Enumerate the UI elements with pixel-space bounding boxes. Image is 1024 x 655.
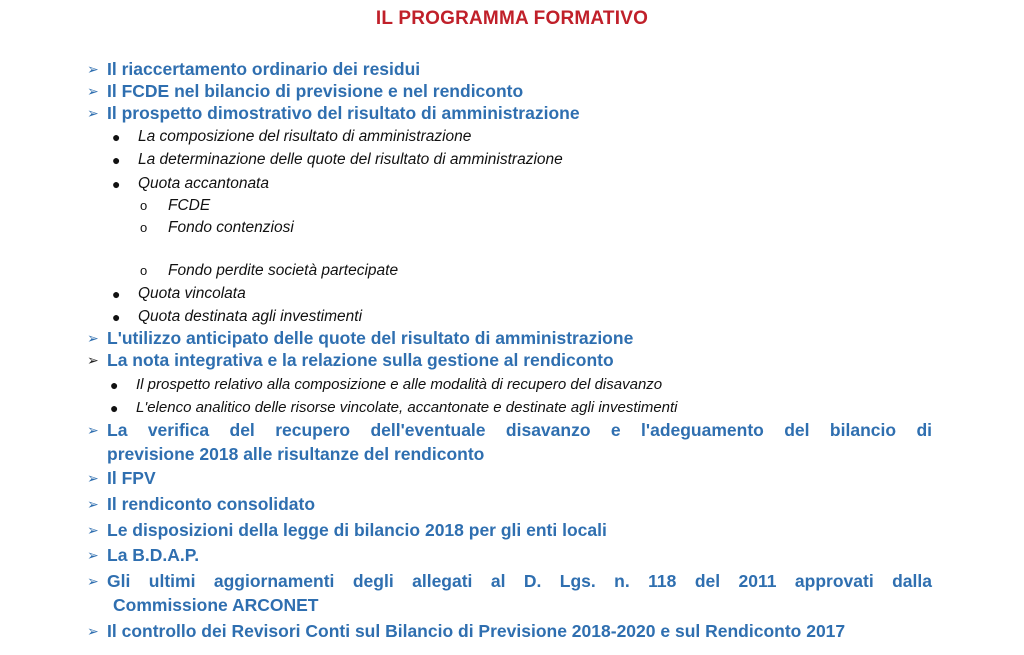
arrow-bullet-icon: ➢	[87, 496, 99, 512]
disc-bullet-icon: ●	[112, 286, 121, 302]
sub-sub-list-item: o FCDE	[168, 195, 210, 217]
list-item: ➢ Il controllo dei Revisori Conti sul Bilancio di Previsione 2018-2020 e sul Rendiconto 2017	[87, 621, 846, 641]
list-item: ➢ L'utilizzo anticipato delle quote del risultato di amministrazione	[87, 328, 634, 348]
circle-bullet-icon: o	[140, 263, 148, 278]
list-item: ➢ Il riaccertamento ordinario dei residui	[87, 59, 421, 79]
disc-bullet-icon: ●	[110, 400, 119, 416]
list-item: ➢ La verifica del recupero dell'eventuale disavanzo e l'adeguamento del bilancio di	[87, 420, 932, 440]
list-item: ➢ Il prospetto dimostrativo del risultato di amministrazione	[87, 103, 580, 123]
sub-list-item: ● Quota vincolata	[138, 283, 246, 305]
page-title: IL PROGRAMMA FORMATIVO	[375, 8, 649, 29]
list-item: ➢ Le disposizioni della legge di bilancio 2018 per gli enti locali	[87, 520, 607, 540]
sub-list-item: ● Il prospetto relativo alla composizione e alle modalità di recupero del disavanzo	[136, 374, 662, 396]
disc-bullet-icon: ●	[112, 176, 121, 192]
sub-list-item: ● Quota accantonata	[138, 173, 269, 195]
circle-bullet-icon: o	[140, 220, 148, 235]
arrow-bullet-icon: ➢	[87, 623, 99, 639]
sub-sub-list-item: o Fondo contenziosi	[168, 217, 294, 239]
arrow-bullet-icon: ➢	[87, 422, 99, 438]
list-item-continuation: Commissione ARCONET	[113, 595, 319, 615]
arrow-bullet-icon: ➢	[87, 573, 99, 589]
sub-list-item: ● La determinazione delle quote del risultato di amministrazione	[138, 149, 563, 171]
disc-bullet-icon: ●	[112, 129, 121, 145]
list-item: ➢ Il FPV	[87, 468, 156, 488]
arrow-bullet-icon: ➢	[87, 83, 99, 99]
list-item: ➢ Il FCDE nel bilancio di previsione e nel rendiconto	[87, 81, 524, 101]
list-item: ➢ Il rendiconto consolidato	[87, 494, 316, 514]
list-item: ➢ La B.D.A.P.	[87, 545, 200, 565]
sub-list-item: ● Quota destinata agli investimenti	[138, 306, 362, 328]
sub-list-item: ● La composizione del risultato di amministrazione	[138, 126, 471, 148]
arrow-bullet-icon: ➢	[87, 470, 99, 486]
list-item: ➢ La nota integrativa e la relazione sulla gestione al rendiconto	[87, 350, 614, 370]
arrow-bullet-icon: ➢	[87, 330, 99, 346]
arrow-bullet-icon: ➢	[87, 105, 99, 121]
sub-sub-list-item: o Fondo perdite società partecipate	[168, 260, 398, 282]
arrow-bullet-icon: ➢	[87, 352, 99, 368]
arrow-bullet-icon: ➢	[87, 61, 99, 77]
arrow-bullet-icon: ➢	[87, 547, 99, 563]
disc-bullet-icon: ●	[112, 309, 121, 325]
list-item-continuation: previsione 2018 alle risultanze del rendiconto	[107, 444, 485, 464]
disc-bullet-icon: ●	[112, 152, 121, 168]
circle-bullet-icon: o	[140, 198, 148, 213]
disc-bullet-icon: ●	[110, 377, 119, 393]
arrow-bullet-icon: ➢	[87, 522, 99, 538]
sub-list-item: ● L'elenco analitico delle risorse vincolate, accantonate e destinate agli investimenti	[136, 397, 678, 419]
list-item: ➢ Gli ultimi aggiornamenti degli allegati al D. Lgs. n. 118 del 2011 approvati dalla	[87, 571, 932, 591]
